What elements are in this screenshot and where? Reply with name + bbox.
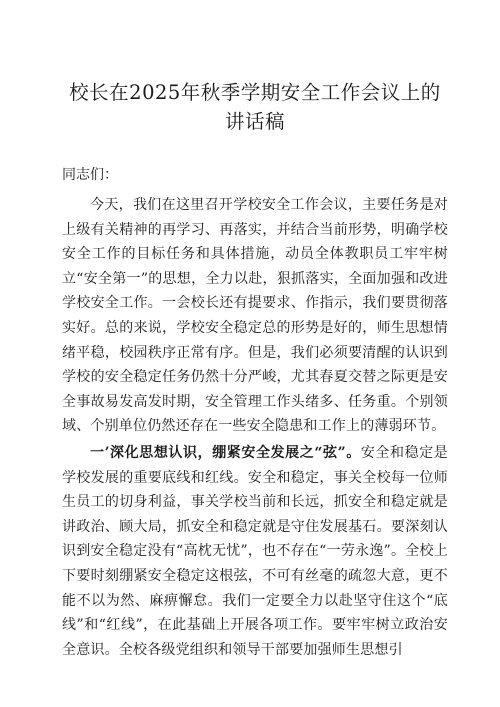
paragraph-section-1 (62, 441, 448, 662)
section-1-body: 安全和稳定是学校发展的重要底线和红线。安全和稳定，事关全校每一位师生员工的切身利益，事关学校当前和长远，抓安全和稳定就是讲政治、顾大局，抓安全和稳定就是守住发展基石。要深刻认识到安全稳定没有“高枕无忧”，也不存在“一劳永逸”。全校上下要时刻绷紧安全稳定这根弦，不可有丝毫的疏忽大意，更不能不以为然、麻痹懈怠。我们一定要全力以赴坚守住这个“底线”和“红线”，在此基础上开展各项工作。要牢牢树立政治安全意识。全校各级党组织和领导干部要加强师生思想引 (62, 444, 448, 658)
document-title (62, 78, 448, 136)
section-1-heading: 一’深化思想认识，绷紧安全发展之“弦”。 (90, 444, 361, 461)
paragraph-intro: 今天，我们在这里召开学校安全工作会议，主要任务是对上级有关精神的再学习、再落实，并结合当前形势，明确学校安全工作的目标任务和具体措施，动员全体教职员工牢牢树立“安全第一”的思想，全力以赴，狠抓落实，全面加强和改进学校安全工作。一会校长还有提要求、作指示，我们要贯彻落实好。总的来说，学校安全稳定总的形势是好的，师生思想情绪平稳，校园秩序正常有序。但是，我们必须要清醒的认识到学校的安全稳定任务仍然十分严峻，尤其春夏交替之际更是安全事故易发高发时期，安全管理工作头绪多、任务重。个别领域、个别单位仍然还存在一些安全隐患和工作上的薄弱环节。 (62, 197, 448, 435)
title-line-2: 讲话稿 (224, 110, 285, 133)
salutation: 同志们： (62, 167, 118, 183)
title-line-1: 校长在2025年秋季学期安全工作会议上的 (69, 81, 441, 104)
